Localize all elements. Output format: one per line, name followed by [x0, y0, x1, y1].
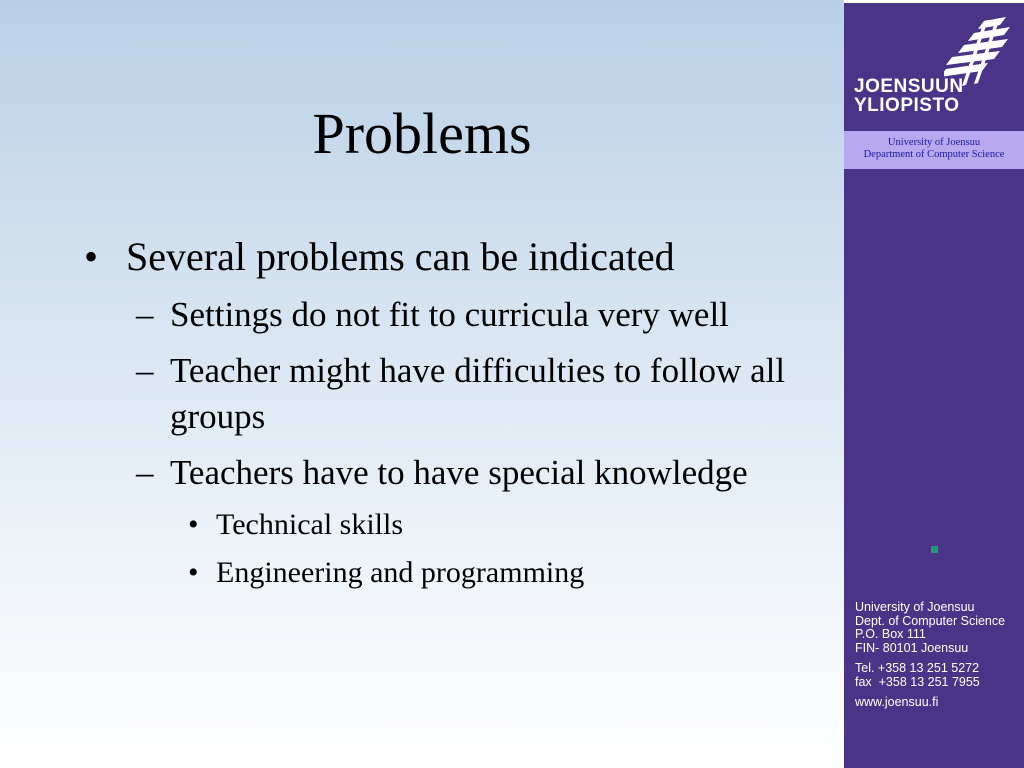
green-square-icon — [931, 546, 938, 553]
logo-text: JOENSUUN YLIOPISTO — [854, 76, 964, 116]
bullet-text: Several problems can be indicated — [126, 234, 675, 279]
band-line: University of Joensuu — [887, 137, 981, 148]
sub-sub-bullet-item — [188, 554, 834, 592]
bullet-item — [84, 232, 834, 282]
sub-sub-bullet-text: Technical skills — [216, 508, 404, 541]
slide-title: Problems — [312, 101, 532, 166]
dash-marker: – — [136, 351, 154, 390]
sub-sub-bullet-item — [188, 506, 834, 544]
sub-sub-bullet-text: Engineering and programming — [216, 556, 585, 589]
sub-bullet-text: Settings do not fit to curricula very well — [170, 295, 729, 334]
phone-number: Tel. +358 13 251 5272 — [855, 661, 980, 675]
bullet-marker: • — [84, 234, 99, 279]
bullet-list — [84, 232, 834, 592]
sub-bullet-item — [136, 348, 834, 440]
sidebar-panel — [844, 3, 1024, 768]
dash-marker: – — [136, 453, 154, 492]
band-line: Department of Computer Science — [863, 149, 1005, 160]
website-link[interactable]: www.joensuu.fi — [855, 695, 939, 709]
sub-bullet-item — [136, 292, 834, 338]
fax-number: fax +358 13 251 7955 — [855, 674, 980, 689]
bullet-marker: • — [188, 508, 199, 541]
sub-bullet-text: Teachers have to have special knowledge — [170, 453, 748, 492]
contact-info: University of Joensuu Dept. of Computer Science P.O. Box 111 FIN- 80101 Joensuu Tel. +358 13 251 5272 fax +358 13 251 7955 www.joensuu.fi — [855, 600, 1006, 709]
bullet-marker: • — [188, 556, 199, 589]
dash-marker: – — [136, 295, 154, 334]
sub-bullet-item — [136, 450, 834, 496]
university-band — [844, 131, 1024, 169]
sub-bullet-text: Teacher might have difficulties to follow all groups — [170, 351, 786, 436]
university-logo — [844, 3, 1024, 131]
